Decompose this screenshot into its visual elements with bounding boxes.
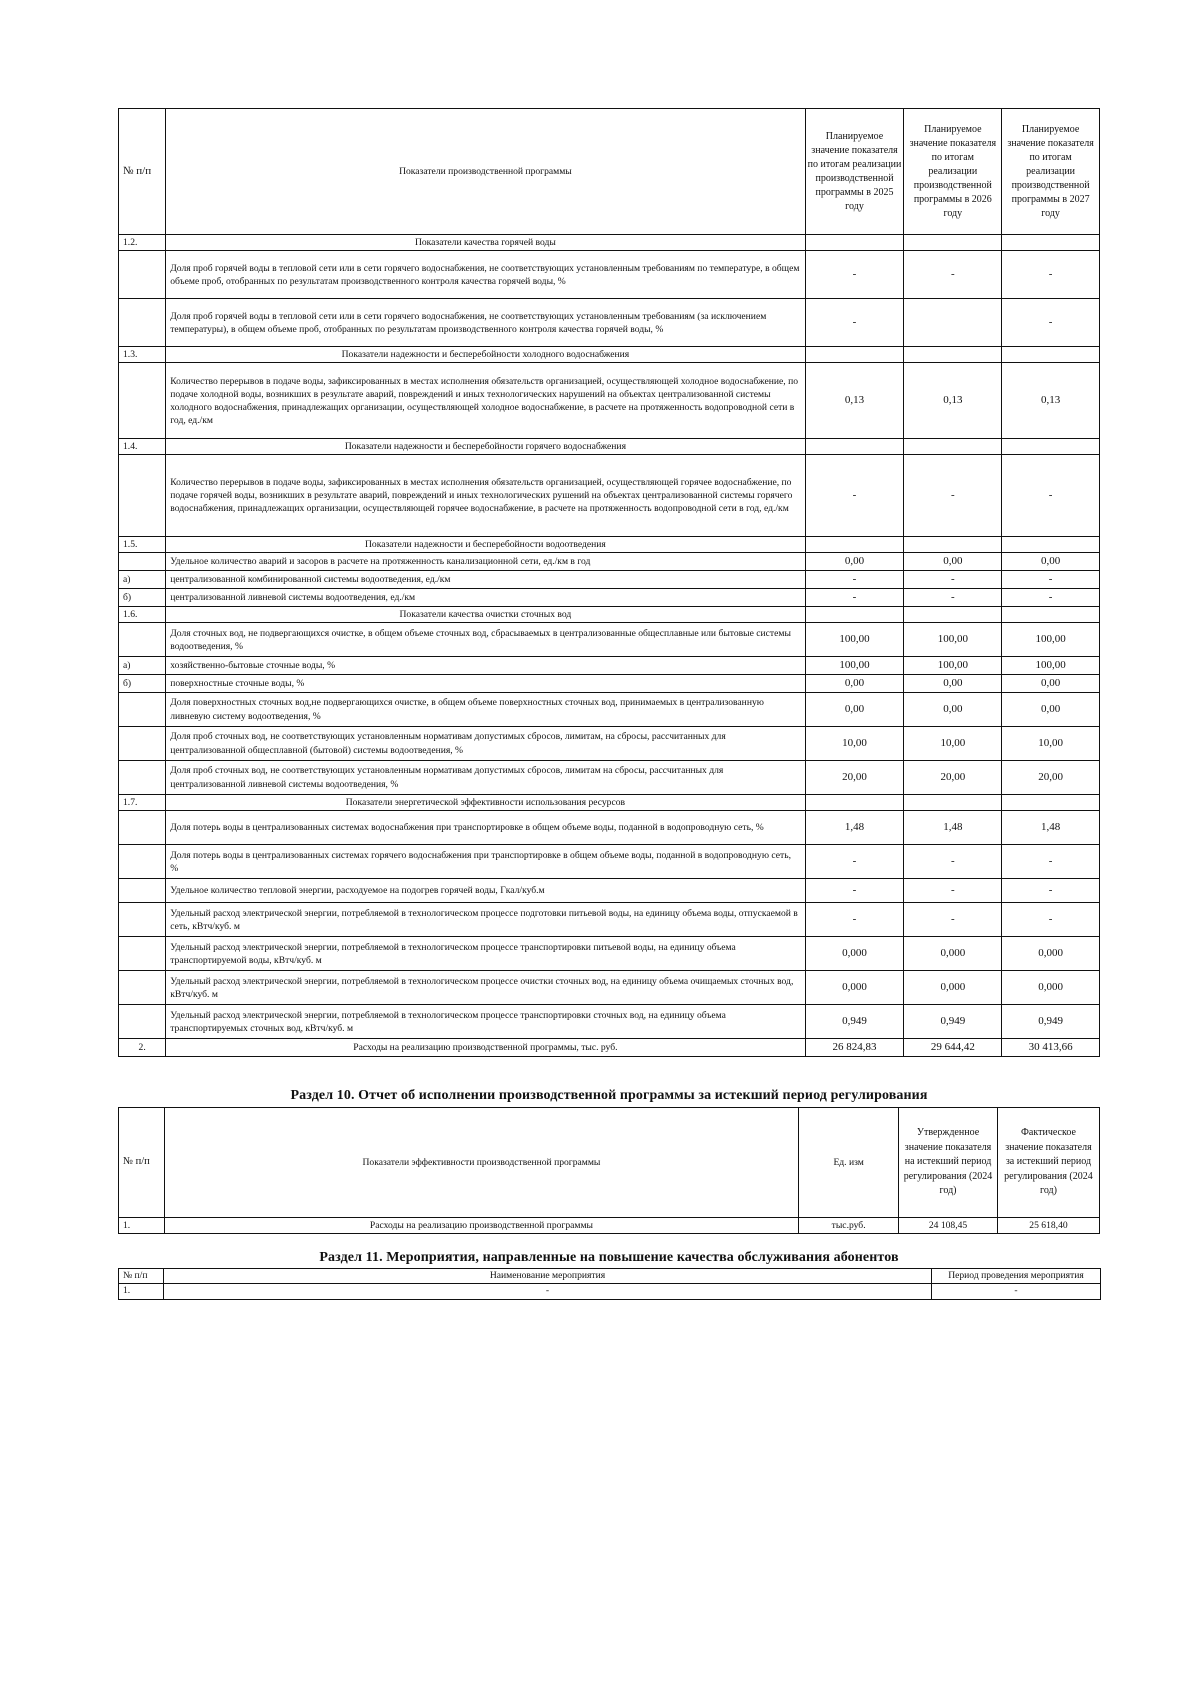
value-2025: 26 824,83 <box>805 1039 904 1057</box>
measure-name: - <box>164 1284 932 1299</box>
value-2027: 0,00 <box>1002 553 1100 571</box>
value-2026: - <box>904 879 1002 903</box>
section-title: Показатели качества горячей воды <box>166 235 805 251</box>
value-2026: 0,00 <box>904 693 1002 727</box>
value-2027: 0,13 <box>1002 363 1100 439</box>
value-2027 <box>1002 607 1100 623</box>
row-num <box>119 455 166 537</box>
section11-title: Раздел 11. Мероприятия, направленные на повышение качества обслуживания абонентов <box>319 1250 899 1265</box>
indicator-name: Доля поверхностных сточных вод,не подвергающихся очистке, в общем объеме поверхностных сточных вод, принимаемых в централизованную ливневую систему водоотведения, % <box>166 693 805 727</box>
indicator-name: Расходы на реализацию производственной программы, тыс. руб. <box>166 1039 805 1057</box>
approved-value: 24 108,45 <box>899 1218 998 1234</box>
value-2026 <box>904 235 1002 251</box>
value-2025: 0,000 <box>805 937 904 971</box>
value-2026 <box>904 347 1002 363</box>
row-num: а) <box>119 657 166 675</box>
value-2025: 0,000 <box>805 971 904 1005</box>
table-row <box>119 971 1100 1005</box>
value-2025: 0,13 <box>805 363 904 439</box>
value-2025 <box>805 607 904 623</box>
value-2025: 0,00 <box>805 553 904 571</box>
value-2026: 0,000 <box>904 937 1002 971</box>
section10-title: Раздел 10. Отчет об исполнении производственной программы за истекший период регулирования <box>290 1088 928 1103</box>
table-row <box>119 299 1100 347</box>
indicator-name: Доля потерь воды в централизованных системах горячего водоснабжения при транспортировке в общем объеме воды, поданной в водопроводную сеть, % <box>166 845 805 879</box>
indicator-name: хозяйственно-бытовые сточные воды, % <box>166 657 805 675</box>
value-2027: 1,48 <box>1002 811 1100 845</box>
section11-header-row <box>119 1269 1101 1284</box>
value-2025 <box>805 537 904 553</box>
table-row <box>119 363 1100 439</box>
col-header-num: № п/п <box>119 109 166 235</box>
value-2026: 0,00 <box>904 553 1002 571</box>
value-2026: 0,13 <box>904 363 1002 439</box>
value-2026 <box>904 299 1002 347</box>
value-2025: 0,00 <box>805 675 904 693</box>
row-num <box>119 363 166 439</box>
row-num: 1. <box>119 1284 164 1299</box>
row-num <box>119 299 166 347</box>
value-2027 <box>1002 235 1100 251</box>
value-2027: 0,00 <box>1002 675 1100 693</box>
value-2025: 100,00 <box>805 623 904 657</box>
table-row <box>119 761 1100 795</box>
col-header-2025: Планируемое значение показателя по итогам реализации производственной программы в 2025 году <box>805 109 904 235</box>
table-row <box>119 879 1100 903</box>
indicator-name: централизованной комбинированной системы водоотведения, ед./км <box>166 571 805 589</box>
value-2027: 0,000 <box>1002 971 1100 1005</box>
value-2026: 20,00 <box>904 761 1002 795</box>
section-row <box>119 439 1100 455</box>
col-header-num: № п/п <box>119 1269 164 1284</box>
value-2026: 10,00 <box>904 727 1002 761</box>
value-2025: 0,949 <box>805 1005 904 1039</box>
value-2027: 0,949 <box>1002 1005 1100 1039</box>
table-row <box>119 693 1100 727</box>
indicator-name: Количество перерывов в подаче воды, зафиксированных в местах исполнения обязательств организацией, осуществляющей горячее водоснабжение, по подаче горячей воды, возникших в результате аварий, повреждений и иных технологических рушений на объектах централизованной системы горячего водоснабжения, принадлежащих организации, осуществляющей горячее водоснабжение, в расчете на протяженность водопроводной сети в год, ед./км <box>166 455 805 537</box>
row-num: 1.2. <box>119 235 166 251</box>
section-row <box>119 537 1100 553</box>
row-num <box>119 811 166 845</box>
col-header-indicator: Показатели эффективности производственной программы <box>164 1108 799 1218</box>
row-num: а) <box>119 571 166 589</box>
row-num <box>119 693 166 727</box>
section-row <box>119 607 1100 623</box>
row-num: 1.3. <box>119 347 166 363</box>
value-2026 <box>904 537 1002 553</box>
value-2027 <box>1002 439 1100 455</box>
indicator-name: Количество перерывов в подаче воды, зафиксированных в местах исполнения обязательств организацией, осуществляющей холодное водоснабжение, по подаче холодной воды, возникших в результате аварий, повреждений и иных технологических нарушений на объектах централизованной системы холодного водоснабжения, принадлежащих организации, осуществляющей холодное водоснабжение, в расчете на протяженность водопроводной сети в год, ед./км <box>166 363 805 439</box>
indicators-header-row <box>119 109 1100 235</box>
value-2027: - <box>1002 903 1100 937</box>
indicator-name: Доля сточных вод, не подвергающихся очистке, в общем объеме сточных вод, сбрасываемых в централизованные общесплавные или бытовые системы водоотведения, % <box>166 623 805 657</box>
value-2025: 10,00 <box>805 727 904 761</box>
value-2025: 20,00 <box>805 761 904 795</box>
indicator-name: Доля потерь воды в централизованных системах водоснабжения при транспортировке в общем объеме воды, поданной в водопроводную сеть, % <box>166 811 805 845</box>
value-2027: 30 413,66 <box>1002 1039 1100 1057</box>
row-num: 1. <box>119 1218 165 1234</box>
value-2025 <box>805 235 904 251</box>
row-num <box>119 879 166 903</box>
col-header-actual: Фактическое значение показателя за истекший период регулирования (2024 год) <box>997 1108 1099 1218</box>
section-title: Показатели надежности и бесперебойности горячего водоснабжения <box>166 439 805 455</box>
row-num: 1.4. <box>119 439 166 455</box>
row-num <box>119 903 166 937</box>
value-2025: - <box>805 589 904 607</box>
value-2027: 20,00 <box>1002 761 1100 795</box>
row-num <box>119 251 166 299</box>
section-row <box>119 235 1100 251</box>
table-row <box>119 937 1100 971</box>
row-num: б) <box>119 675 166 693</box>
indicator-name: централизованной ливневой системы водоотведения, ед./км <box>166 589 805 607</box>
value-2026: - <box>904 251 1002 299</box>
row-num: 2. <box>119 1039 166 1057</box>
value-2027: 0,00 <box>1002 693 1100 727</box>
indicator-name: Удельный расход электрической энергии, потребляемой в технологическом процессе транспортировки питьевой воды, на единицу объема транспортируемой воды, кВтч/куб. м <box>166 937 805 971</box>
table-row <box>119 455 1100 537</box>
col-header-period: Период проведения мероприятия <box>932 1269 1101 1284</box>
indicator-name: Удельный расход электрической энергии, потребляемой в технологическом процессе транспортировки сточных вод, на единицу объема транспортируемых сточных вод, кВтч/куб. м <box>166 1005 805 1039</box>
value-2027: - <box>1002 845 1100 879</box>
section10-table <box>118 1107 1100 1234</box>
value-2026 <box>904 795 1002 811</box>
value-2025: - <box>805 455 904 537</box>
row-num <box>119 971 166 1005</box>
indicator-name: Удельный расход электрической энергии, потребляемой в технологическом процессе подготовки питьевой воды, на единицу объема воды, отпускаемой в сеть, кВтч/куб. м <box>166 903 805 937</box>
row-num: б) <box>119 589 166 607</box>
value-2027: - <box>1002 299 1100 347</box>
table-row <box>119 845 1100 879</box>
indicator-name: Доля проб сточных вод, не соответствующих установленным нормативам допустимых сбросов, лимитам на сбросы, рассчитанных для централизованной ливневой системы водоотведения, % <box>166 761 805 795</box>
value-2026: 100,00 <box>904 657 1002 675</box>
col-header-num: № п/п <box>119 1108 165 1218</box>
value-2025: - <box>805 251 904 299</box>
value-2026: 0,00 <box>904 675 1002 693</box>
table-row <box>119 675 1100 693</box>
value-2025: 100,00 <box>805 657 904 675</box>
section-row <box>119 347 1100 363</box>
table-row <box>119 727 1100 761</box>
section-title: Показатели качества очистки сточных вод <box>166 607 805 623</box>
value-2027: 100,00 <box>1002 657 1100 675</box>
section-title: Показатели энергетической эффективности использования ресурсов <box>166 795 805 811</box>
table-row <box>119 1284 1101 1299</box>
value-2026: 0,000 <box>904 971 1002 1005</box>
actual-value: 25 618,40 <box>997 1218 1099 1234</box>
value-2026: 1,48 <box>904 811 1002 845</box>
col-header-2026: Планируемое значение показателя по итогам реализации производственной программы в 2026 году <box>904 109 1002 235</box>
value-2025: - <box>805 299 904 347</box>
indicator-name: Доля проб сточных вод, не соответствующих установленным нормативам допустимых сбросов, лимитам, на сбросы, рассчитанных для централизованной общесплавной (бытовой) системы водоотведения, % <box>166 727 805 761</box>
total-row <box>119 1039 1100 1057</box>
value-2027 <box>1002 537 1100 553</box>
value-2027: 0,000 <box>1002 937 1100 971</box>
value-2025 <box>805 347 904 363</box>
value-2027: - <box>1002 251 1100 299</box>
value-2027: - <box>1002 571 1100 589</box>
value-2027: - <box>1002 455 1100 537</box>
value-2025 <box>805 439 904 455</box>
table-row <box>119 589 1100 607</box>
indicator-name: Удельное количество аварий и засоров в расчете на протяженность канализационной сети, ед./км в год <box>166 553 805 571</box>
table-row <box>119 623 1100 657</box>
col-header-measure: Наименование мероприятия <box>164 1269 932 1284</box>
production-indicators-table <box>118 108 1100 1057</box>
value-2027 <box>1002 347 1100 363</box>
value-2026 <box>904 439 1002 455</box>
value-2026: - <box>904 845 1002 879</box>
value-2026: 29 644,42 <box>904 1039 1002 1057</box>
section-title: Показатели надежности и бесперебойности водоотведения <box>166 537 805 553</box>
table-row <box>119 1005 1100 1039</box>
unit-value: тыс.руб. <box>799 1218 899 1234</box>
value-2026: 0,949 <box>904 1005 1002 1039</box>
value-2025: - <box>805 845 904 879</box>
row-num <box>119 1005 166 1039</box>
table-row <box>119 251 1100 299</box>
section-row <box>119 795 1100 811</box>
value-2026: - <box>904 903 1002 937</box>
col-header-2027: Планируемое значение показателя по итогам реализации производственной программы в 2027 году <box>1002 109 1100 235</box>
indicator-name: Удельное количество тепловой энергии, расходуемое на подогрев горячей воды, Гкал/куб.м <box>166 879 805 903</box>
table-row <box>119 657 1100 675</box>
row-num: 1.5. <box>119 537 166 553</box>
indicator-name: Удельный расход электрической энергии, потребляемой в технологическом процессе очистки сточных вод, на единицу объема очищаемых сточных вод, кВтч/куб. м <box>166 971 805 1005</box>
value-2025 <box>805 795 904 811</box>
indicator-name: Расходы на реализацию производственной программы <box>164 1218 799 1234</box>
col-header-unit: Ед. изм <box>799 1108 899 1218</box>
value-2027: - <box>1002 589 1100 607</box>
value-2025: - <box>805 903 904 937</box>
row-num: 1.7. <box>119 795 166 811</box>
value-2026: 100,00 <box>904 623 1002 657</box>
value-2025: - <box>805 879 904 903</box>
table-row <box>119 903 1100 937</box>
col-header-indicator: Показатели производственной программы <box>166 109 805 235</box>
period-value: - <box>932 1284 1101 1299</box>
table-row <box>119 1218 1100 1234</box>
indicator-name: Доля проб горячей воды в тепловой сети или в сети горячего водоснабжения, не соответствующих установленным требованиям по температуре, в общем объеме проб, отобранных по результатам производственного контроля качества горячей воды, % <box>166 251 805 299</box>
row-num <box>119 623 166 657</box>
value-2026: - <box>904 455 1002 537</box>
value-2025: 1,48 <box>805 811 904 845</box>
row-num <box>119 937 166 971</box>
row-num <box>119 553 166 571</box>
value-2027: 100,00 <box>1002 623 1100 657</box>
value-2026: - <box>904 589 1002 607</box>
table-row <box>119 811 1100 845</box>
value-2026 <box>904 607 1002 623</box>
col-header-approved: Утвержденное значение показателя на истекший период регулирования (2024 год) <box>899 1108 998 1218</box>
indicator-name: Доля проб горячей воды в тепловой сети или в сети горячего водоснабжения, не соответствующих установленным требованиям (за исключением температуры), в общем объеме проб, отобранных по результатам производственного контроля качества горячей воды, % <box>166 299 805 347</box>
table-row <box>119 553 1100 571</box>
table-row <box>119 571 1100 589</box>
row-num <box>119 761 166 795</box>
row-num: 1.6. <box>119 607 166 623</box>
value-2026: - <box>904 571 1002 589</box>
section-title: Показатели надежности и бесперебойности холодного водоснабжения <box>166 347 805 363</box>
value-2025: - <box>805 571 904 589</box>
row-num <box>119 727 166 761</box>
value-2027: - <box>1002 879 1100 903</box>
section11-table <box>118 1268 1101 1300</box>
value-2027: 10,00 <box>1002 727 1100 761</box>
value-2027 <box>1002 795 1100 811</box>
row-num <box>119 845 166 879</box>
indicator-name: поверхностные сточные воды, % <box>166 675 805 693</box>
section10-header-row <box>119 1108 1100 1218</box>
value-2025: 0,00 <box>805 693 904 727</box>
